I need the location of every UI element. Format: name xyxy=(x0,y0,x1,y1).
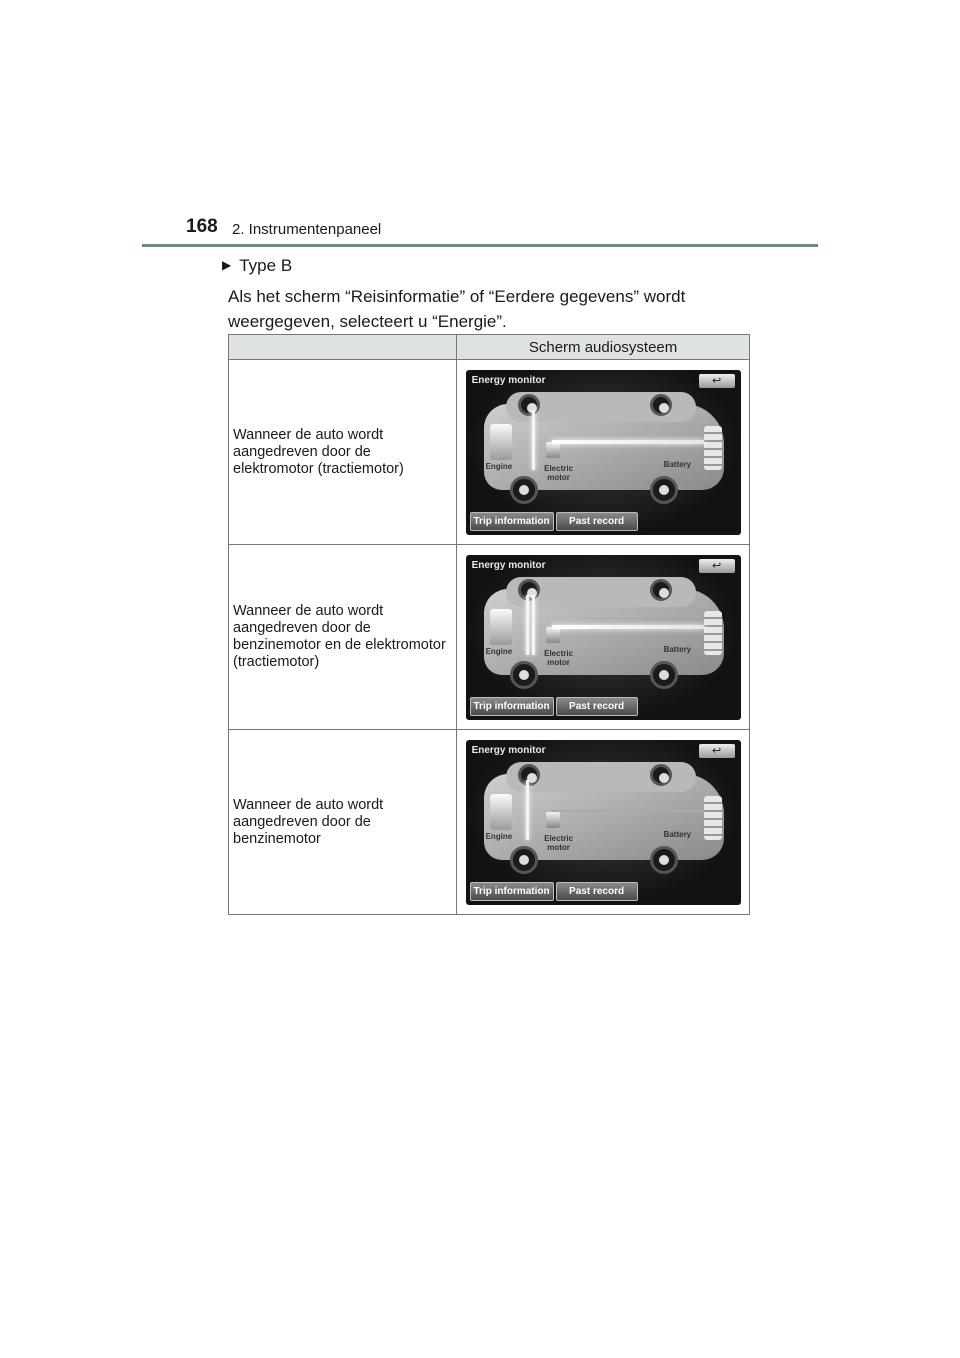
energy-monitor-screen xyxy=(466,740,741,905)
engine-label: Engine xyxy=(485,461,513,471)
electric-motor-label: Electric motor xyxy=(544,648,574,667)
empty-header-cell xyxy=(229,335,457,360)
back-arrow-icon[interactable]: ↩ xyxy=(699,559,735,573)
page-number: 168 xyxy=(186,216,218,237)
front-left-wheel-icon xyxy=(510,661,538,689)
engine-label: Engine xyxy=(485,646,513,656)
engine-icon xyxy=(490,794,512,830)
electric-motor-label: Electric motor xyxy=(544,463,574,482)
table-row xyxy=(229,730,750,915)
back-arrow-icon[interactable]: ↩ xyxy=(699,374,735,388)
engine-icon xyxy=(490,609,512,645)
trip-information-button[interactable]: Trip information xyxy=(470,882,554,901)
energy-monitor-screen xyxy=(466,555,741,720)
rear-left-wheel-icon xyxy=(518,394,540,416)
energy-flow-line xyxy=(552,810,704,812)
battery-icon xyxy=(704,796,722,840)
engine-flow-arrow xyxy=(526,595,529,655)
screen-title: Energy monitor xyxy=(471,559,546,571)
rear-right-wheel-icon xyxy=(650,579,672,601)
rear-left-wheel-icon xyxy=(518,764,540,786)
row-label: Wanneer de auto wordt aangedreven door de benzinemotor en de elektromotor (tractiemotor) xyxy=(229,545,457,730)
past-record-button[interactable]: Past record xyxy=(556,697,638,716)
drive-flow-arrow xyxy=(532,410,535,470)
trip-information-button[interactable]: Trip information xyxy=(470,512,554,531)
electric-motor-label: Electric motor xyxy=(544,833,574,852)
screen-image-cell xyxy=(457,360,750,545)
type-label: Type B xyxy=(239,256,293,275)
table-header-row xyxy=(229,335,750,360)
table-row xyxy=(229,360,750,545)
drive-flow-arrow xyxy=(532,595,535,655)
engine-flow-arrow xyxy=(526,780,529,840)
chapter-title: 2. Instrumentenpaneel xyxy=(232,221,382,238)
battery-icon xyxy=(704,611,722,655)
battery-icon xyxy=(704,426,722,470)
table-row xyxy=(229,545,750,730)
row-label: Wanneer de auto wordt aangedreven door de elektromotor (tractiemotor) xyxy=(229,360,457,545)
triangle-bullet-icon: ▶ xyxy=(222,258,232,272)
front-right-wheel-icon xyxy=(650,661,678,689)
front-right-wheel-icon xyxy=(650,476,678,504)
battery-label: Battery xyxy=(663,829,692,839)
header-rule xyxy=(142,244,818,247)
electric-motor-icon xyxy=(546,627,560,643)
electric-motor-icon xyxy=(546,812,560,828)
engine-label: Engine xyxy=(485,831,513,841)
energy-flow-line xyxy=(552,440,704,444)
battery-label: Battery xyxy=(663,644,692,654)
rear-right-wheel-icon xyxy=(650,394,672,416)
front-right-wheel-icon xyxy=(650,846,678,874)
screen-title: Energy monitor xyxy=(471,744,546,756)
row-label: Wanneer de auto wordt aangedreven door de benzinemotor xyxy=(229,730,457,915)
energy-monitor-table xyxy=(228,334,750,915)
front-left-wheel-icon xyxy=(510,846,538,874)
screen-image-cell xyxy=(457,730,750,915)
screen-title: Energy monitor xyxy=(471,374,546,386)
energy-flow-line xyxy=(552,625,704,629)
rear-left-wheel-icon xyxy=(518,579,540,601)
past-record-button[interactable]: Past record xyxy=(556,882,638,901)
back-arrow-icon[interactable]: ↩ xyxy=(699,744,735,758)
battery-label: Battery xyxy=(663,459,692,469)
trip-information-button[interactable]: Trip information xyxy=(470,697,554,716)
column-header: Scherm audiosysteem xyxy=(457,335,750,360)
screen-image-cell xyxy=(457,545,750,730)
past-record-button[interactable]: Past record xyxy=(556,512,638,531)
engine-icon xyxy=(490,424,512,460)
intro-text: Als het scherm “Reisinformatie” of “Eerdere gegevens” wordt weergegeven, selecteert u “Energie”. xyxy=(228,287,686,331)
electric-motor-icon xyxy=(546,442,560,458)
type-heading xyxy=(222,256,292,276)
energy-monitor-screen xyxy=(466,370,741,535)
front-left-wheel-icon xyxy=(510,476,538,504)
rear-right-wheel-icon xyxy=(650,764,672,786)
